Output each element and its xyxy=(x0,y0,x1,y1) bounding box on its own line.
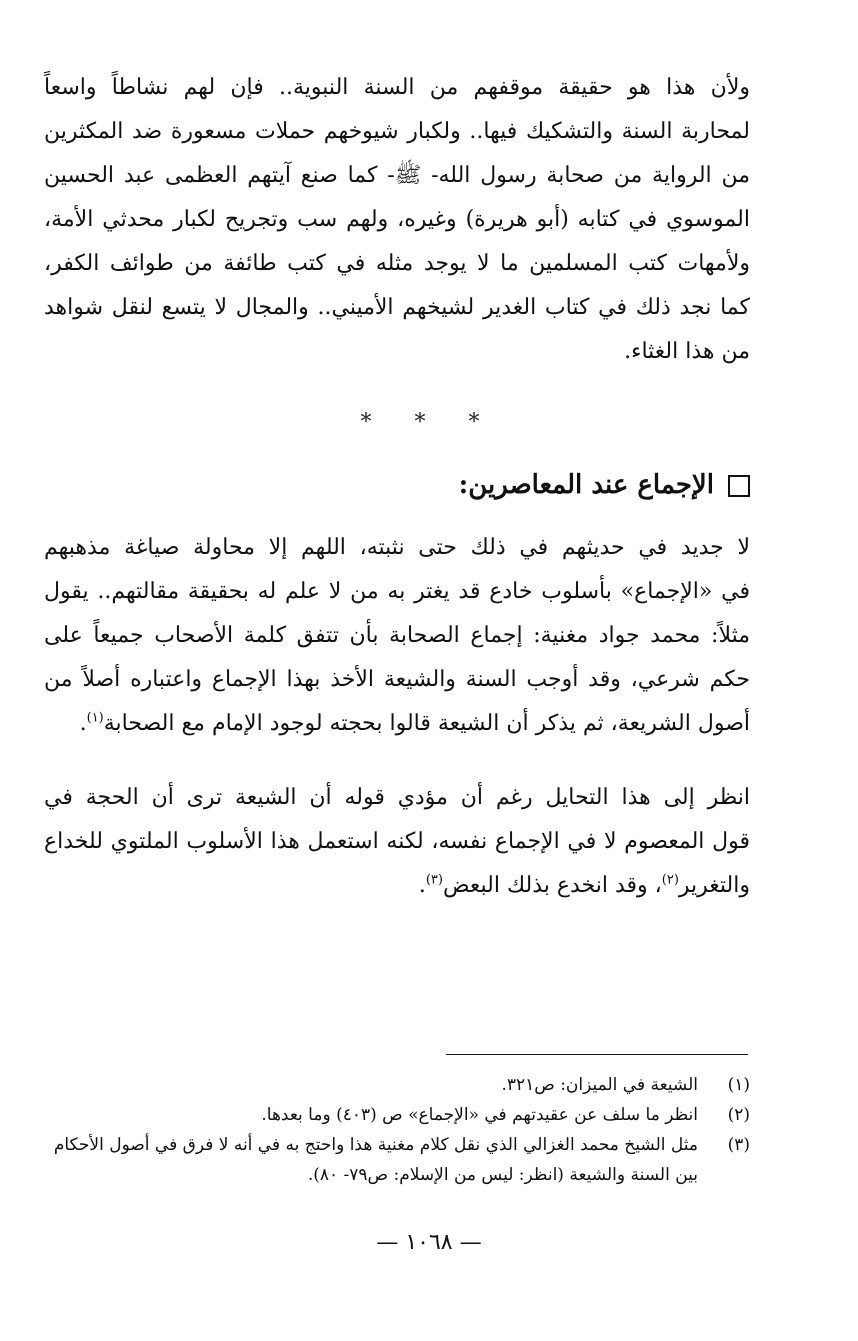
section-heading xyxy=(110,462,750,508)
footnote-item xyxy=(44,1070,750,1100)
paragraph-line: والتغرير$^{(٢)}$، وقد انخدع بذلك البعض$^{(٣)}$. xyxy=(418,872,750,898)
line-text: ، وقد انخدع بذلك البعض xyxy=(442,873,662,898)
footnote-number: (٢) xyxy=(727,1105,750,1125)
paragraph-line: من الرواية من صحابة رسول الله- ﷺ- كما صنع آيتهم العظمى عبد الحسين xyxy=(44,163,750,188)
paragraph-line: حكم شرعي، وقد أوجب السنة والشيعة الأخذ بهذا الإجماع واعتباره أصلاً من xyxy=(44,667,750,692)
page-number: — ١٠٦٨ — xyxy=(376,1230,482,1255)
heading-text: الإجماع عند المعاصرين: xyxy=(458,470,714,500)
footnote-divider xyxy=(446,1054,748,1055)
paragraph-3 xyxy=(44,776,750,908)
footnotes xyxy=(44,1070,750,1190)
paragraph-line: في «الإجماع» بأسلوب خادع قد يغتر به من لا علم له بحقيقة مقالتهم.. يقول xyxy=(44,579,750,604)
paragraph-2 xyxy=(44,526,750,746)
paragraph-1 xyxy=(44,66,750,374)
paragraph-line: الموسوي في كتابه (أبو هريرة) وغيره، ولهم سب وتجريح لكبار محدثي الأمة، xyxy=(44,207,750,232)
paragraph-line: مثلاً: محمد جواد مغنية: إجماع الصحابة بأن تتفق كلمة الأصحاب جميعاً على xyxy=(44,623,750,648)
paragraph-line: ولأمهات كتب المسلمين ما لا يوجد مثله في كتب طائفة من طوائف الكفر، xyxy=(44,251,750,276)
paragraph-line: قول المعصوم لا في الإجماع نفسه، لكنه استعمل هذا الأسلوب الملتوي للخداع xyxy=(44,829,750,854)
line-text: والتغرير xyxy=(678,873,750,898)
paragraph-line: من هذا الغثاء. xyxy=(624,339,750,364)
section-separator: * * * xyxy=(360,410,498,435)
footnote-text: مثل الشيخ محمد الغزالي الذي نقل كلام مغنية هذا واحتج به في أنه لا فرق في أصول الأحكام بين السنة والشيعة (انظر: ليس من الإسلام: ص٧٩- ٨٠). xyxy=(53,1135,698,1185)
footnote-ref: (١) xyxy=(86,710,104,726)
footnote-text: انظر ما سلف عن عقيدتهم في «الإجماع» ص (٤٠٣) وما بعدها. xyxy=(261,1105,698,1125)
paragraph-line: أصول الشريعة، ثم يذكر أن الشيعة قالوا بحجته لوجود الإمام مع الصحابة$^{(١)}$. xyxy=(79,710,750,736)
footnote-item xyxy=(44,1100,750,1130)
paragraph-line: كما نجد ذلك في كتاب الغدير لشيخهم الأميني.. والمجال لا يتسع لنقل شواهد xyxy=(44,295,750,320)
paragraph-line: لا جديد في حديثهم في ذلك حتى نثبته، اللهم إلا محاولة صياغة مذهبهم xyxy=(44,535,750,560)
line-text: أصول الشريعة، ثم يذكر أن الشيعة قالوا بحجته لوجود الإمام مع الصحابة xyxy=(103,711,750,736)
footnote-item xyxy=(44,1130,750,1190)
footnote-number: (٣) xyxy=(727,1135,750,1155)
paragraph-line: لمحاربة السنة والتشكيك فيها.. ولكبار شيوخهم حملات مسعورة ضد المكثرين xyxy=(44,119,750,144)
paragraph-line: انظر إلى هذا التحايل رغم أن مؤدي قوله أن الشيعة ترى أن الحجة في xyxy=(44,785,750,810)
paragraph-line: ولأن هذا هو حقيقة موقفهم من السنة النبوية.. فإن لهم نشاطاً واسعاً xyxy=(44,75,750,100)
checkbox-square-icon xyxy=(728,475,750,497)
footnote-text: الشيعة في الميزان: ص٣٢١. xyxy=(501,1075,698,1095)
footnote-ref: (٣) xyxy=(425,872,443,888)
footnote-ref: (٢) xyxy=(661,872,679,888)
footnote-number: (١) xyxy=(727,1075,750,1095)
